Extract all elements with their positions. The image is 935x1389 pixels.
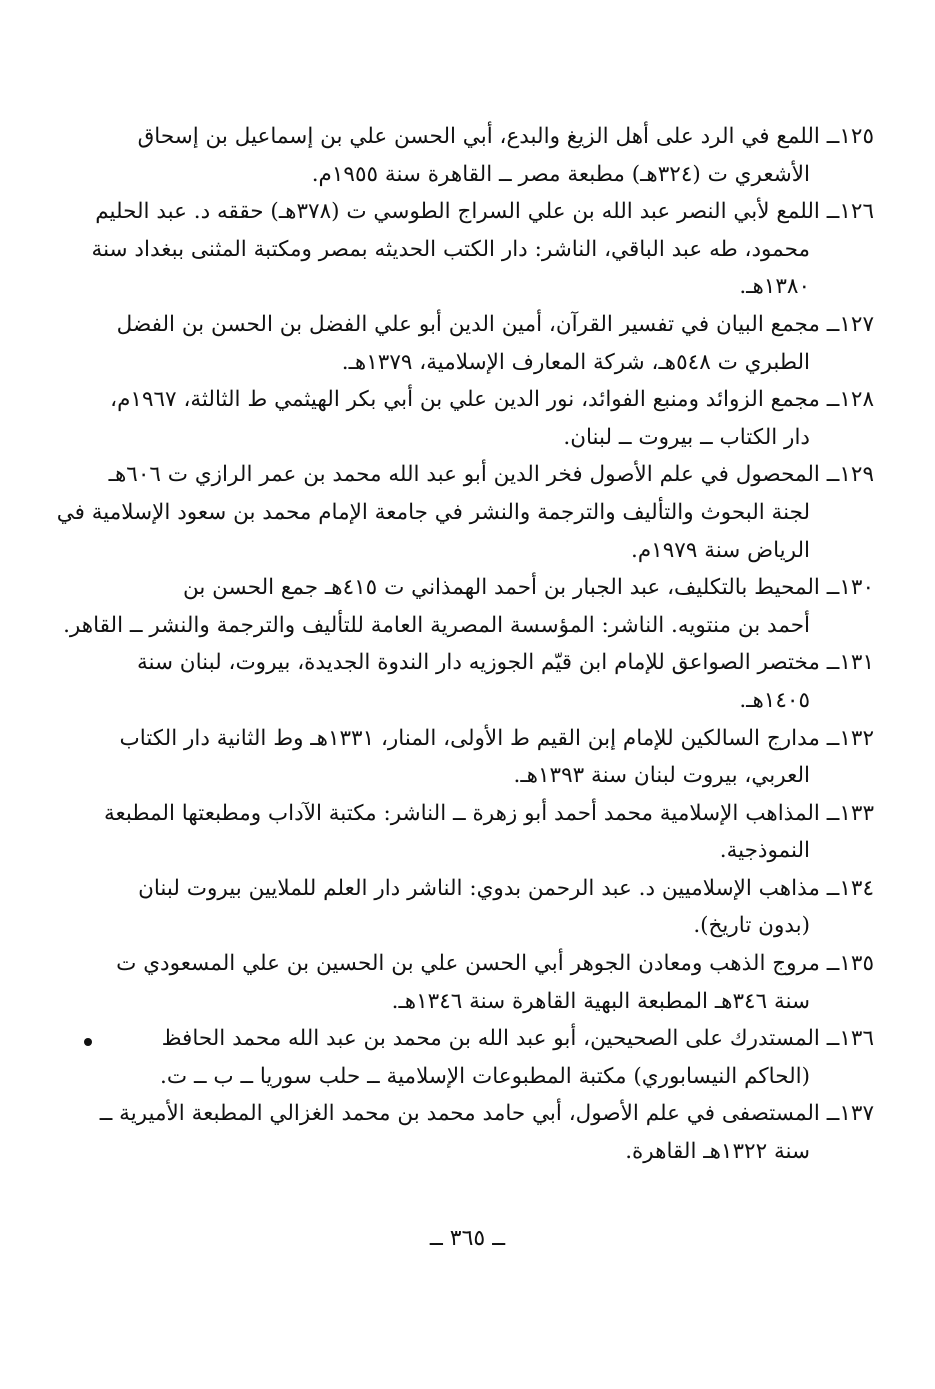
bibliography-entry [110, 381, 874, 456]
bibliography-entry [103, 795, 874, 870]
entry-continuation-line: سنة ٣٤٦هـ المطبعة البهية القاهرة سنة ١٣٤٦هـ. [391, 988, 810, 1014]
entry-first-line: ١٣٦ــ المستدرك على الصحيحين، أبو عبد الله بن محمد بن عبد الله محمد الحافظ [161, 1026, 874, 1052]
bibliography-entry [116, 945, 874, 1020]
entry-continuation-line: (بدون تاريخ). [693, 913, 810, 939]
bibliography-entry [120, 870, 874, 945]
entry-first-line: ١٢٩ــ المحصول في علم الأصول فخر الدين أبو عبد الله محمد بن عمر الرازي ت ٦٠٦هـ [108, 462, 874, 488]
entry-continuation-line: دار الكتاب ــ بيروت ــ لبنان. [563, 424, 810, 450]
entry-first-line: ١٢٨ــ مجمع الزوائد ومنبع الفوائد، نور الدين علي بن أبي بكر الهيثمي ط الثالثة، ١٩٦٧م، [110, 387, 874, 413]
entry-first-line: ١٣٢ــ مدارج السالكين للإمام إبن القيم ط الأولى، المنار، ١٣٣١هـ وط الثانية دار الكتاب [119, 725, 874, 751]
bibliography-entry [116, 306, 874, 381]
entry-first-line: ١٣١ــ مختصر الصواعق للإمام ابن قيّم الجوزيه دار الندوة الجديدة، بيروت، لبنان سنة [136, 650, 874, 676]
entry-continuation-line: ١٤٠٥هـ. [739, 687, 810, 713]
entry-first-line: ١٢٦ــ اللمع لأبي النصر عبد الله بن علي السراج الطوسي ت (٣٧٨هـ) حققه د. عبد الحليم [95, 199, 874, 225]
entry-first-line: ١٣٤ــ مذاهب الإسلاميين د. عبد الرحمن بدوي: الناشر دار العلم للملايين بيروت لبنان [138, 875, 874, 901]
entry-continuation-line: الطبري ت ٥٤٨هـ، شركة المعارف الإسلامية، ١٣٧٩هـ. [341, 349, 810, 375]
bibliography-entry [56, 456, 874, 569]
entry-continuation-line: الأشعري ت (٣٢٤هـ) مطبعة مصر ــ القاهرة سنة ١٩٥٥م. [311, 161, 810, 187]
bibliography-list [56, 118, 874, 1171]
page-number: ــ ٣٦٥ ــ [429, 1226, 506, 1251]
entry-continuation-line: سنة ١٣٢٢هـ القاهرة. [625, 1139, 810, 1165]
bibliography-entry [63, 569, 874, 644]
entry-first-line: ١٣٥ــ مروج الذهب ومعادن الجوهر أبي الحسن علي بن الحسين بن علي المسعودي ت [116, 951, 874, 977]
entry-continuation-line: ١٣٨٠هـ. [739, 274, 810, 300]
entry-continuation-line: العربي، بيروت لبنان سنة ١٣٩٣هـ. [513, 763, 810, 789]
margin-dot [84, 1038, 92, 1046]
entry-first-line: ١٢٥ــ اللمع في الرد على أهل الزيغ والبدع، أبي الحسن علي بن إسماعيل بن إسحاق [137, 124, 874, 149]
entry-continuation-line: لجنة البحوث والتأليف والترجمة والنشر في جامعة الإمام محمد بن سعود الإسلامية في [56, 499, 810, 525]
entry-first-line: ١٣٧ــ المستصفى في علم الأصول، أبي حامد محمد بن محمد الغزالي المطبعة الأميرية ــ [99, 1101, 874, 1127]
bibliography-entry [91, 193, 874, 306]
bibliography-entry [120, 1020, 874, 1095]
entry-continuation-line: محمود، طه عبد الباقي، الناشر: دار الكتب الحديثه بمصر ومكتبة المثنى ببغداد سنة [91, 236, 810, 262]
bibliography-entry [120, 720, 874, 795]
entry-continuation-line: أحمد بن منتويه. الناشر: المؤسسة المصرية العامة للتأليف والترجمة والنشر ــ القاهر. [63, 612, 810, 638]
entry-continuation-line: الرياض سنة ١٩٧٩م. [631, 537, 810, 563]
bibliography-entry [120, 118, 874, 193]
entry-continuation-line: النموذجية. [719, 838, 810, 864]
bibliography-entry [120, 644, 874, 719]
entry-first-line: ١٣٠ــ المحيط بالتكليف، عبد الجبار بن أحمد الهمذاني ت ٤١٥هـ جمع الحسن بن [182, 575, 874, 601]
entry-continuation-line: (الحاكم النيسابوري) مكتبة المطبوعات الإسلامية ــ حلب سوريا ــ ب ــ ت. [160, 1063, 810, 1089]
bibliography-entry [99, 1095, 874, 1170]
entry-first-line: ١٣٣ــ المذاهب الإسلامية محمد أحمد أبو زهرة ــ الناشر: مكتبة الآداب ومطبعتها المطبعة [103, 800, 874, 826]
entry-first-line: ١٢٧ــ مجمع البيان في تفسير القرآن، أمين الدين أبو علي الفضل بن الحسن بن الفضل [116, 311, 874, 337]
